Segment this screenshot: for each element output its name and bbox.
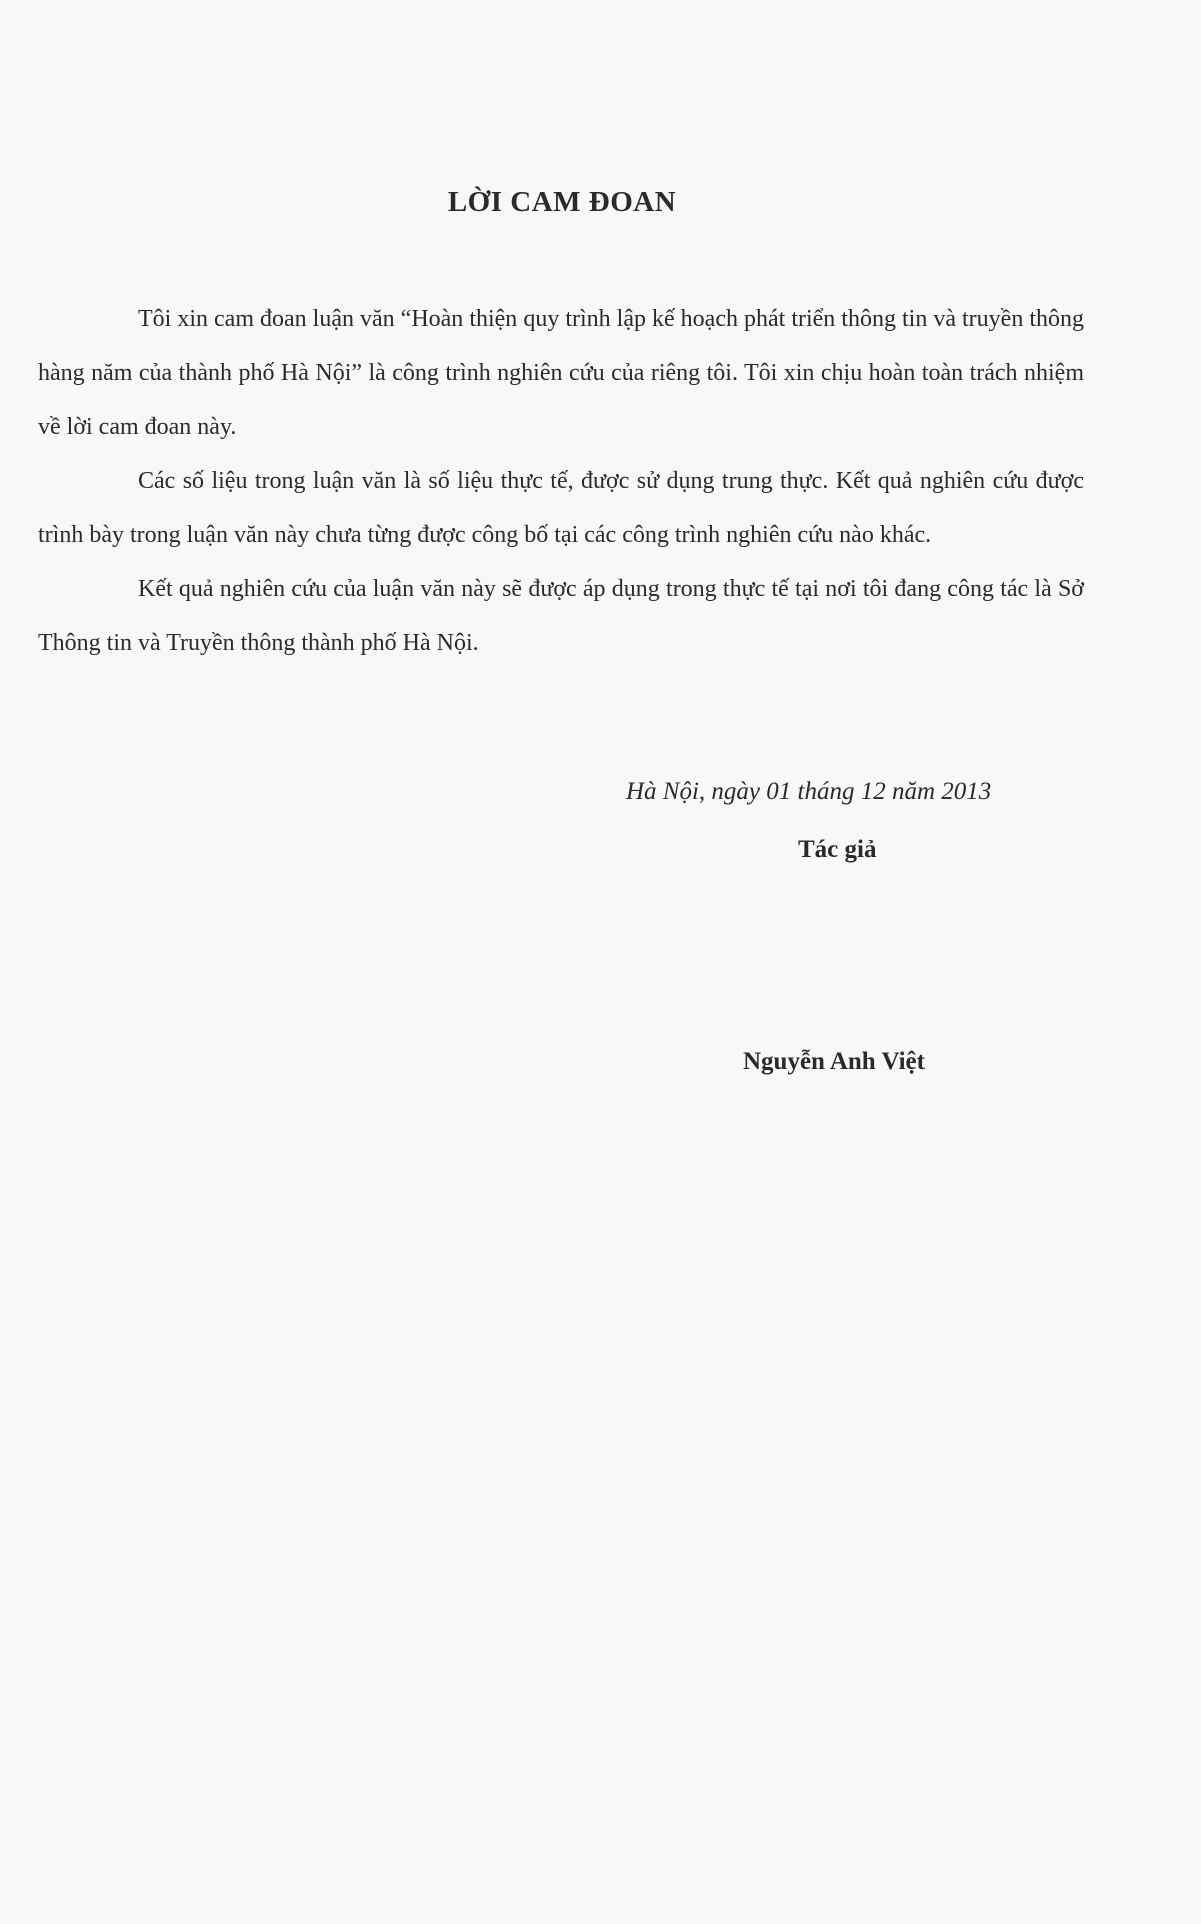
document-title: LỜI CAM ĐOAN — [447, 186, 677, 218]
paragraph-1: Tôi xin cam đoan luận văn “Hoàn thiện quy trình lập kế hoạch phát triển thông tin và truyền thông hàng năm của thành phố Hà Nội” là công trình nghiên cứu của riêng tôi. Tôi xin chịu hoàn toàn trách nhiệm về lời cam đoan này. — [38, 306, 1084, 440]
paragraph-2: Các số liệu trong luận văn là số liệu thực tế, được sử dụng trung thực. Kết quả nghiên cứu được trình bày trong luận văn này chưa từng được công bố tại các công trình nghiên cứu nào khác. — [38, 468, 1084, 548]
place-date: Hà Nội, ngày 01 tháng 12 năm 2013 — [626, 778, 992, 805]
author-label: Tác giả — [798, 836, 877, 863]
author-name: Nguyễn Anh Việt — [743, 1048, 925, 1075]
paragraph-3: Kết quả nghiên cứu của luận văn này sẽ được áp dụng trong thực tế tại nơi tôi đang công tác là Sở Thông tin và Truyền thông thành phố Hà Nội. — [38, 576, 1084, 656]
document-body — [38, 292, 1084, 670]
